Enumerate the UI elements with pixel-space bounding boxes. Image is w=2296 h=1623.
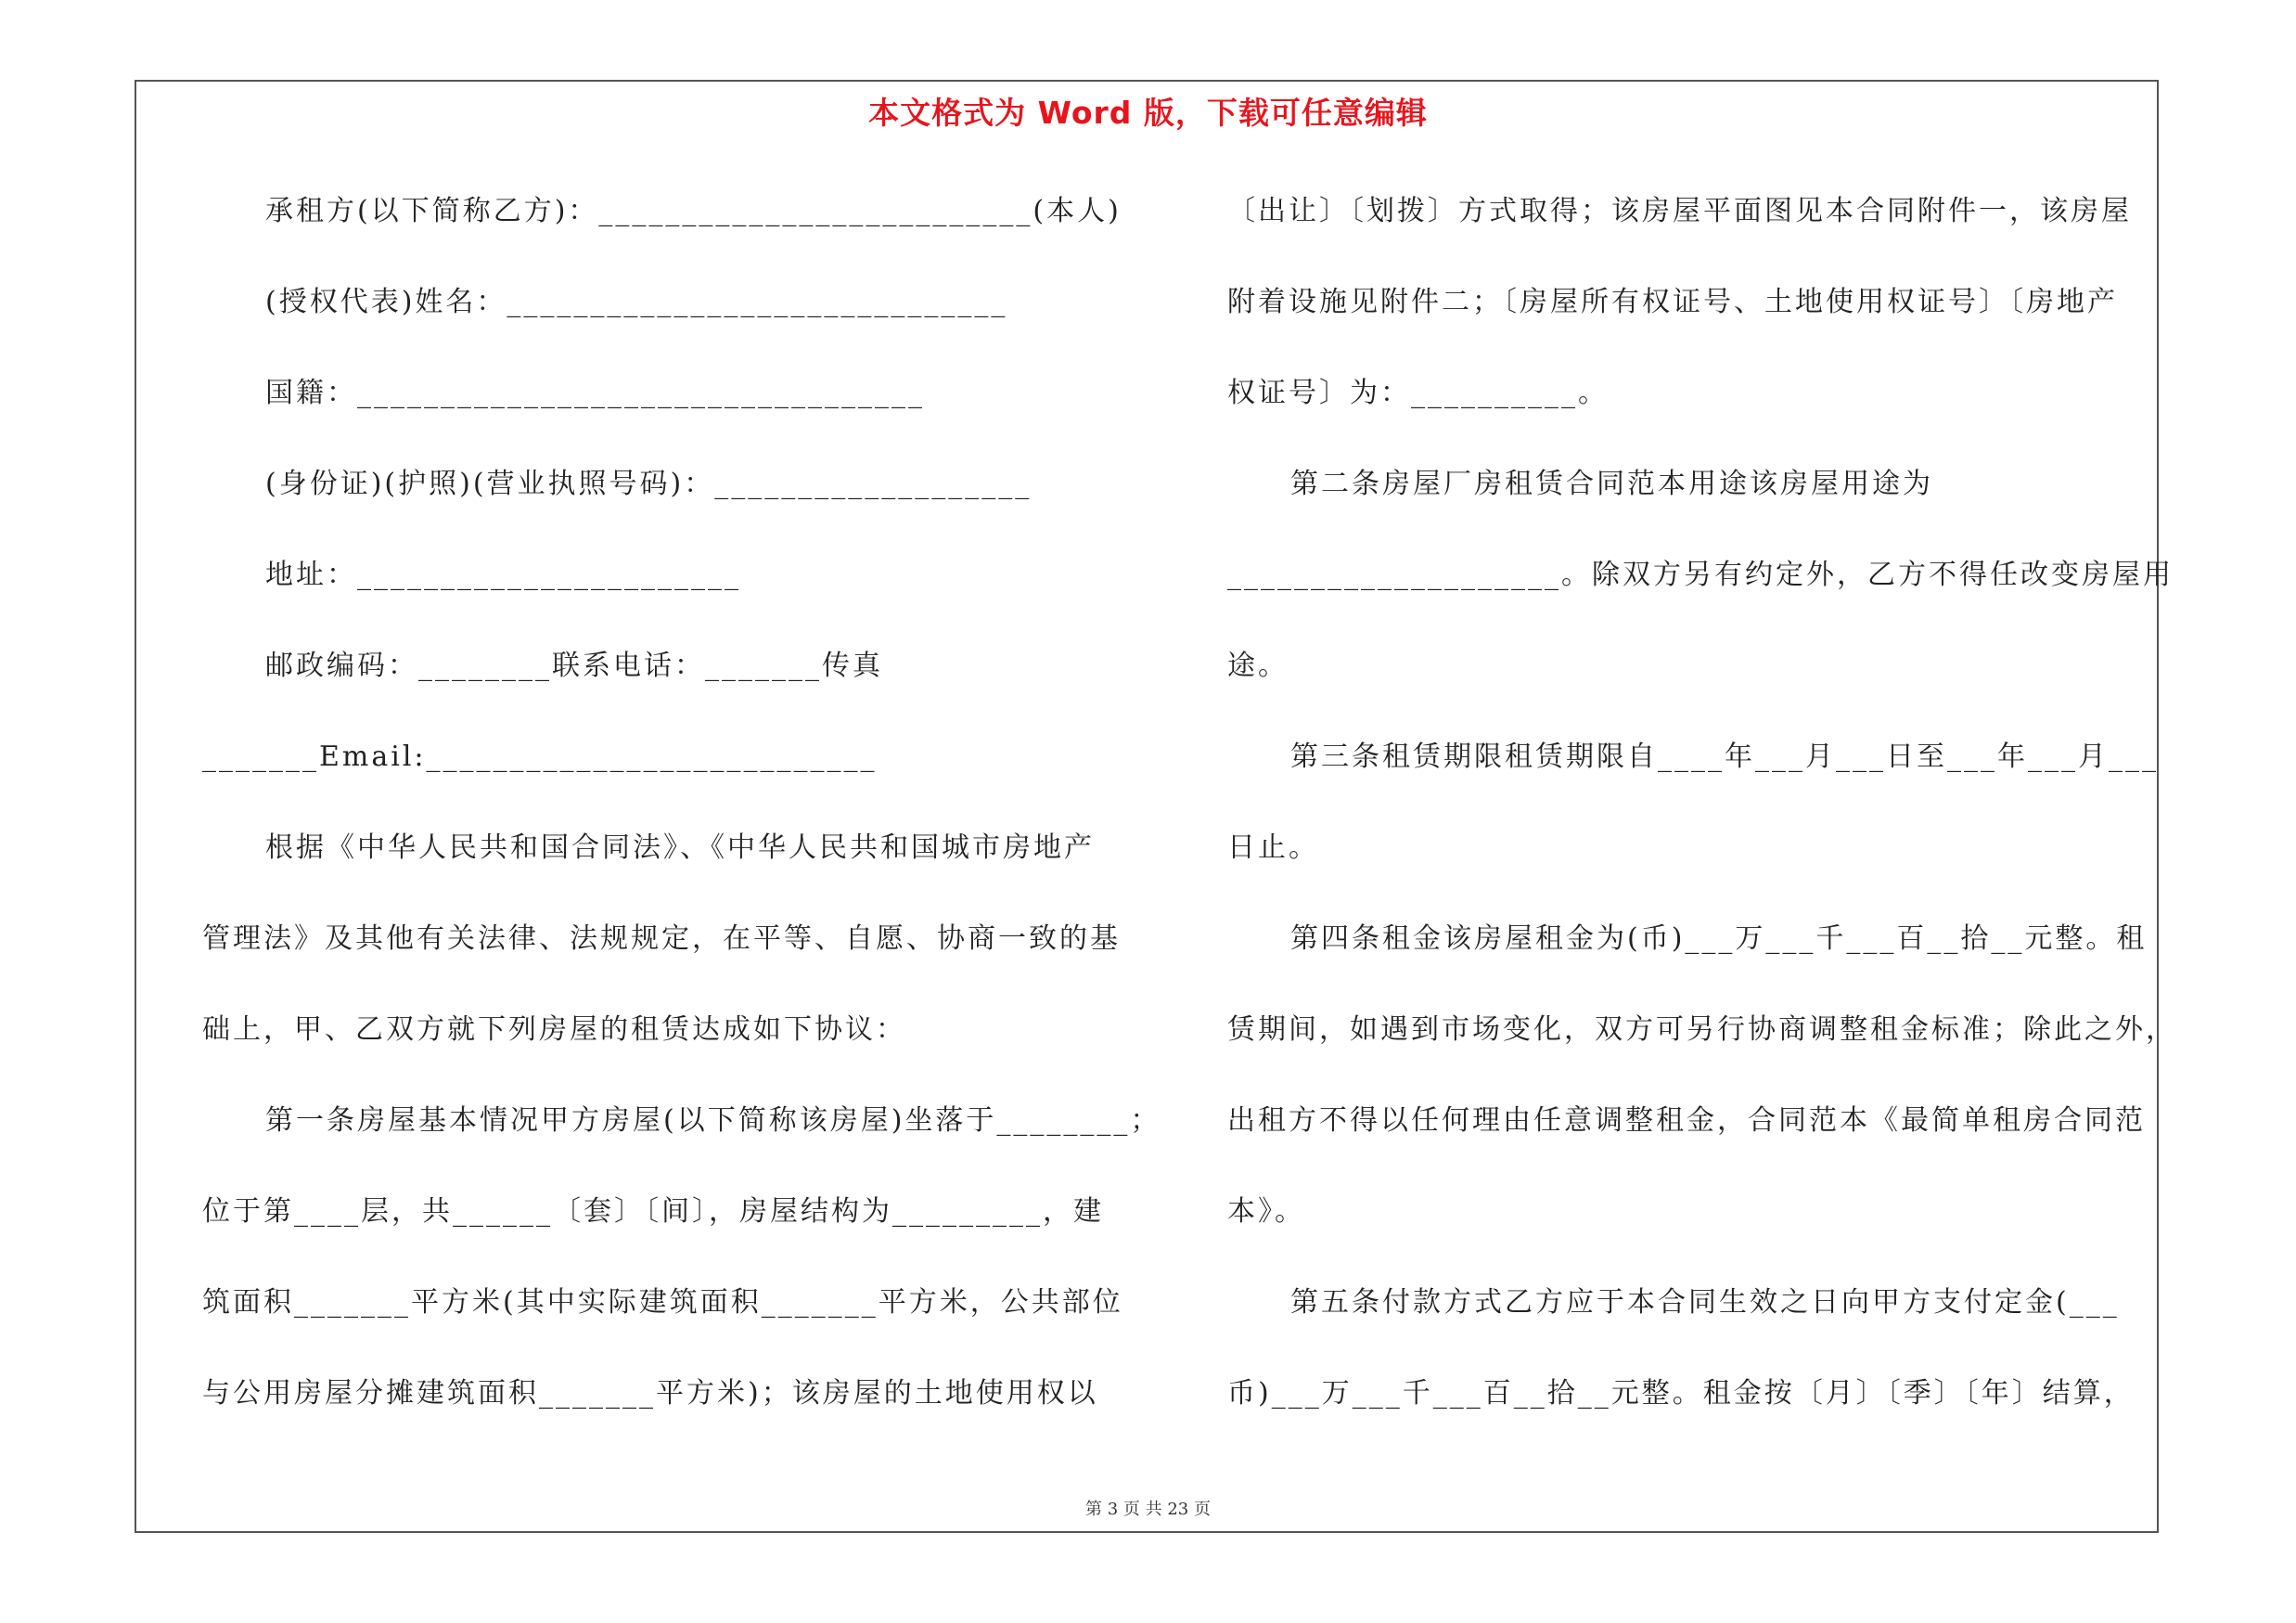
left-line-6: 邮政编码：________联系电话：_______传真 [265,650,883,682]
left-line-8: 根据《中华人民共和国合同法》、《中华人民共和国城市房地产 [265,831,1095,864]
left-line-11: 第一条房屋基本情况甲方房屋(以下简称该房屋)坐落于________； [265,1104,1161,1137]
right-line-10: 赁期间，如遇到市场变化，双方可另行协商调整租金标准；除此之外， [1227,1013,2176,1046]
right-line-3: 权证号〕为：__________。 [1227,377,1609,409]
left-line-3: 国籍：__________________________________ [265,377,925,409]
left-line-1: 承租方(以下简称乙方)：__________________________(本人) [265,195,1122,227]
right-line-2: 附着设施见附件二；〔房屋所有权证号、土地使用权证号〕〔房地产 [1227,286,2118,318]
left-line-4: (身份证)(护照)(营业执照号码)：___________________ [265,468,1033,500]
right-line-9: 第四条租金该房屋租金为(币)___万___千___百__拾__元整。租 [1290,922,2148,955]
left-line-10: 础上，甲、乙双方就下列房屋的租赁达成如下协议： [202,1013,906,1046]
left-line-2: (授权代表)姓名：______________________________ [265,286,1008,318]
right-line-7: 第三条租赁期限租赁期限自____年___月___日至___年___月___ [1290,741,2159,773]
left-line-9: 管理法》及其他有关法律、法规规定，在平等、自愿、协商一致的基 [202,922,1121,955]
right-line-1: 〔出让〕〔划拨〕方式取得；该房屋平面图见本合同附件一，该房屋 [1227,195,2132,227]
left-line-13: 筑面积_______平方米(其中实际建筑面积_______平方米，公共部位 [202,1286,1123,1319]
right-line-8: 日止。 [1227,831,1319,864]
right-line-5: ____________________。除双方另有约定外，乙方不得任改变房屋用 [1227,559,2174,591]
left-line-7: _______Email:___________________________ [202,741,878,773]
right-line-12: 本》。 [1227,1195,1305,1228]
right-line-11: 出租方不得以任何理由任意调整租金，合同范本《最简单租房合同范 [1227,1104,2146,1137]
right-column [1227,186,2176,1459]
left-line-14: 与公用房屋分摊建筑面积_______平方米)；该房屋的土地使用权以 [202,1377,1098,1410]
word-format-banner: 本文格式为 Word 版，下载可任意编辑 [868,95,1428,131]
left-line-5: 地址：_______________________ [265,559,741,591]
right-line-14: 币)___万___千___百__拾__元整。租金按〔月〕〔季〕〔年〕结算， [1227,1377,2135,1410]
left-column [202,186,1161,1459]
right-line-6: 途。 [1227,650,1289,682]
left-line-12: 位于第____层，共______〔套〕〔间〕，房屋结构为_________，建 [202,1195,1104,1228]
right-line-13: 第五条付款方式乙方应于本合同生效之日向甲方支付定金(___ [1290,1286,2120,1319]
right-line-4: 第二条房屋厂房租赁合同范本用途该房屋用途为 [1290,468,1933,500]
page-number-footer: 第 3 页 共 23 页 [1085,1500,1211,1519]
